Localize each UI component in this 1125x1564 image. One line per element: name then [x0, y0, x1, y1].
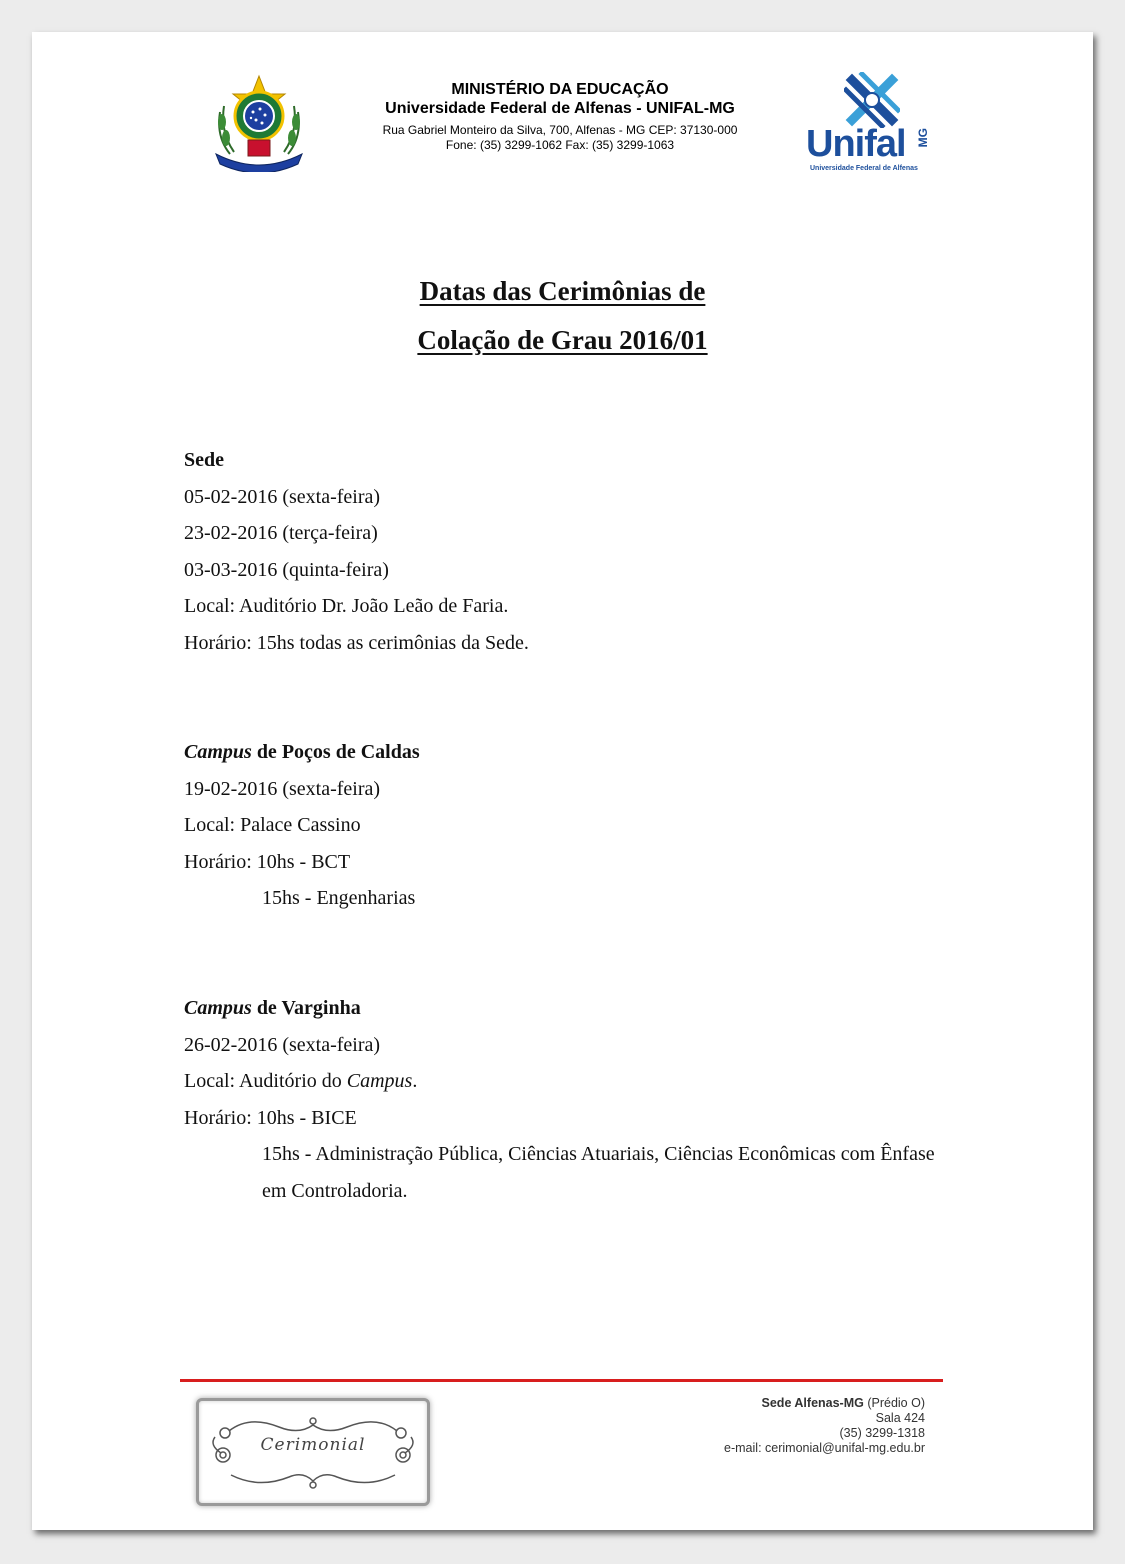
- unifal-state: MG: [916, 128, 930, 148]
- ministry-name: MINISTÉRIO DA EDUCAÇÃO: [451, 81, 669, 98]
- section-varginha: [184, 990, 944, 1209]
- location-prefix: Local: Auditório do: [184, 1070, 347, 1092]
- location-line: Local: Palace Cassino: [184, 814, 361, 836]
- contact-site: Sede Alfenas-MG: [761, 1396, 864, 1410]
- university-address: Rua Gabriel Monteiro da Silva, 700, Alfenas - MG CEP: 37130-000: [382, 123, 738, 137]
- schedule-line: Horário: 10hs - BCT: [184, 850, 351, 873]
- heading-italic: Campus: [184, 997, 252, 1019]
- heading-rest: de Varginha: [251, 997, 361, 1019]
- location-line: Local: Auditório Dr. João Leão de Faria.: [184, 595, 509, 617]
- unifal-wordmark: Unifal: [806, 123, 906, 165]
- footer-divider: [180, 1379, 943, 1382]
- date-line: 26-02-2016 (sexta-feira): [184, 1033, 381, 1056]
- section-sede: [184, 442, 944, 661]
- heading-rest: de Poços de Caldas: [251, 741, 420, 763]
- university-phone: Fone: (35) 3299-1062 Fax: (35) 3299-1063: [445, 138, 675, 152]
- schedule-line: Horário: 10hs - BICE: [184, 1106, 357, 1129]
- cerimonial-label: Cerimonial: [260, 1435, 366, 1455]
- date-line: 23-02-2016 (terça-feira): [184, 522, 378, 544]
- contact-room: Sala 424: [875, 1411, 925, 1425]
- location-suffix: .: [412, 1070, 418, 1092]
- heading-italic: Campus: [184, 741, 252, 763]
- contact-phone: (35) 3299-1318: [839, 1426, 925, 1440]
- section-heading: Sede: [184, 449, 224, 471]
- unifal-logo: [806, 70, 938, 178]
- date-line: 03-03-2016 (quinta-feira): [184, 558, 389, 581]
- document-title-line-2: Colação de Grau 2016/01: [417, 325, 708, 355]
- contact-email: e-mail: cerimonial@unifal-mg.edu.br: [724, 1441, 925, 1455]
- institution-header: [330, 80, 790, 153]
- cerimonial-logo: [196, 1398, 430, 1506]
- unifal-mark-icon: [844, 72, 900, 128]
- brazil-coat-of-arms-icon: [210, 72, 308, 172]
- unifal-subtitle: Universidade Federal de Alfenas: [810, 165, 918, 172]
- university-name: Universidade Federal de Alfenas - UNIFAL-MG: [385, 100, 735, 117]
- schedule-line: 15hs - Administração Pública, Ciências Atuariais, Ciências Econômicas com Ênfase em Controladoria.: [262, 1143, 935, 1202]
- schedule-line: 15hs - Engenharias: [262, 887, 416, 909]
- schedule-line: Horário: 15hs todas as cerimônias da Sede.: [184, 631, 529, 654]
- date-line: 19-02-2016 (sexta-feira): [184, 777, 381, 800]
- contact-location: [724, 1396, 925, 1411]
- location-line: [184, 1063, 944, 1100]
- footer-contact: [724, 1396, 925, 1456]
- document-title-line-1: Datas das Cerimônias de: [419, 276, 706, 306]
- location-italic: Campus: [346, 1070, 413, 1092]
- section-heading: [184, 990, 944, 1027]
- section-pocos-de-caldas: [184, 734, 944, 917]
- section-heading: [184, 734, 944, 771]
- date-line: 05-02-2016 (sexta-feira): [184, 485, 381, 508]
- contact-building: (Prédio O): [863, 1396, 925, 1410]
